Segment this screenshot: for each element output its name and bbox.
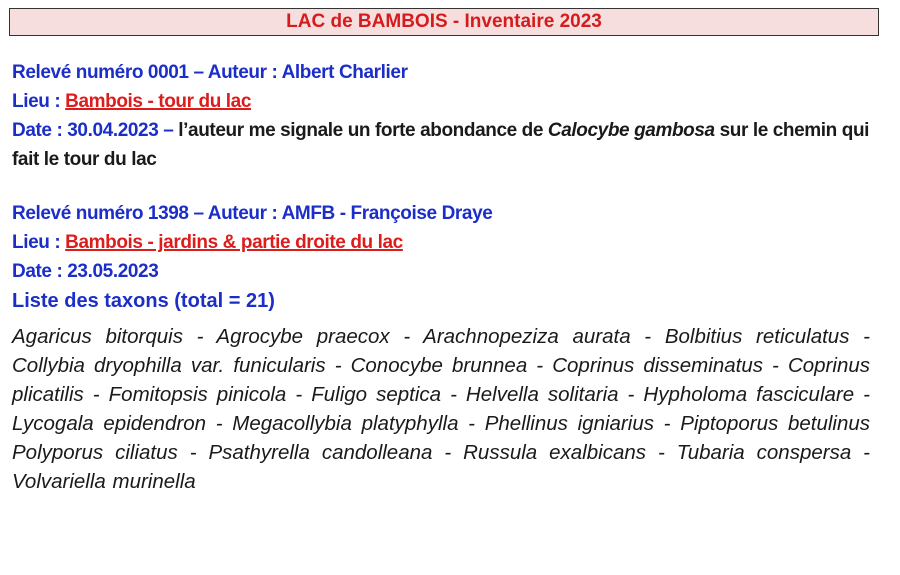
record-note [12,116,874,174]
note-species: Calocybe gambosa [547,120,715,141]
location-link[interactable]: Bambois - jardins & partie droite du lac [65,232,403,253]
date-label: Date : 30.04.2023 – [12,120,179,141]
location-label: Lieu : [12,91,66,112]
page-title: LAC de BAMBOIS - Inventaire 2023 [9,8,879,36]
record-0001 [12,58,874,174]
record-heading: Relevé numéro 1398 – Auteur : AMFB - Françoise Draye [12,203,493,224]
record-date: Date : 23.05.2023 [12,261,159,282]
record-location [12,87,874,116]
record-1398 [12,199,492,316]
taxa-heading: Liste des taxons (total = 21) [12,290,275,312]
note-text-pre: l’auteur me signale un forte abondance de [178,120,548,141]
record-heading: Relevé numéro 0001 – Auteur : Albert Charlier [12,62,408,83]
location-label: Lieu : [12,232,66,253]
taxa-list: Agaricus bitorquis - Agrocybe praecox - Arachnopeziza aurata - Bolbitius reticulatus - Collybia dryophilla var. funicularis - Conocybe brunnea - Coprinus disseminatus - Coprinus plicatilis - Fomitopsis pinicola - Fuligo septica - Helvella solitaria - Hypholoma fasciculare - Lycogala epidendron - Megacollybia platyphylla - Phellinus igniarius - Piptoporus betulinus Polyporus ciliatus - Psathyrella candolleana - Russula exalbicans - Tubaria conspersa - Volvariella murinella [12,325,870,493]
location-link[interactable]: Bambois - tour du lac [65,91,251,112]
record-location [12,228,492,257]
note-text-post: sur le chemin qui fait le tour du lac [12,120,870,170]
